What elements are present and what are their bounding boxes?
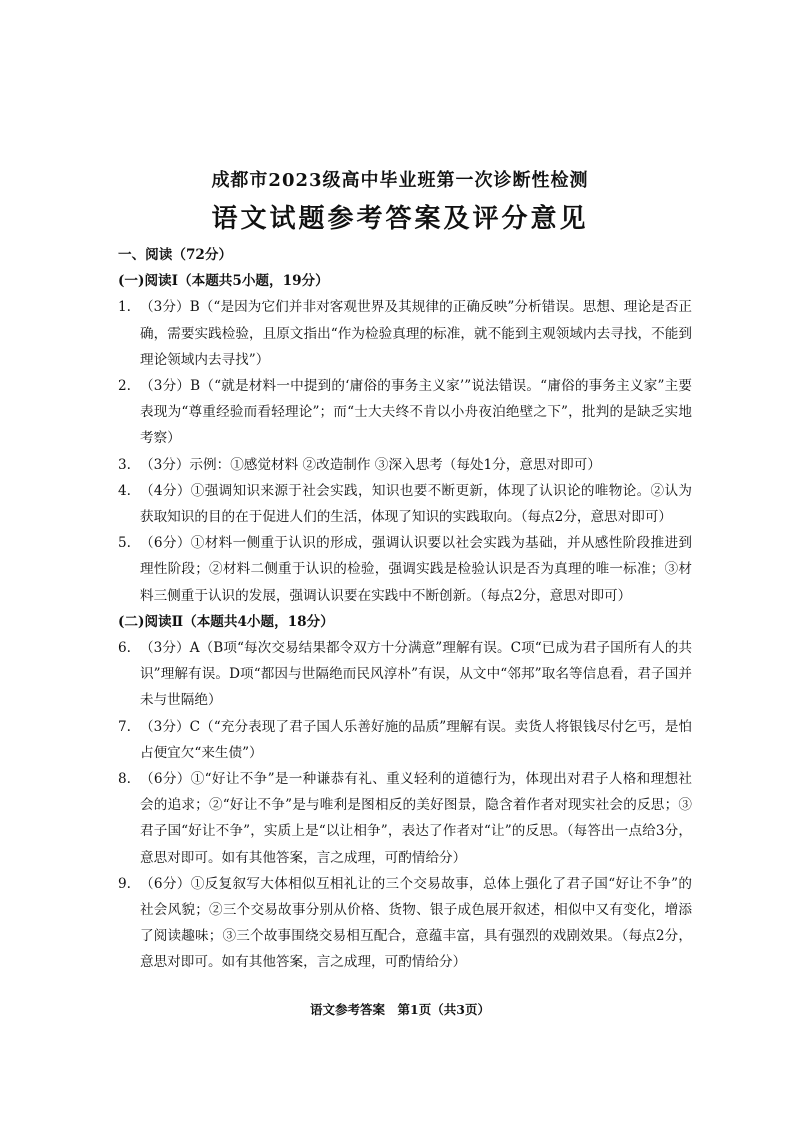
answer-number: 8. [118, 771, 131, 788]
answer-text: （3分）B（“就是材料一中提到的‘庸俗的事务主义家’”说法错误。“庸俗的事务主义家”主要表现为“尊重经验而看轻理论”；而“士大夫终不肯以小舟夜泊绝壁之下”，批判的是缺乏实地考察） [140, 378, 692, 447]
section-heading-reading-1: (一)阅读Ⅰ（本题共5小题，19分） [118, 273, 329, 290]
document-title: 语文试题参考答案及评分意见 [211, 204, 589, 234]
answer-text: （3分）A（B项“每次交易结果都令双方十分满意”理解有误。C项“已成为君子国所有人的共识”理解有误。D项“都因与世隔绝而民风淳朴”有误，从文中“邻邦”取名等信息看，君子国并未与世隔绝） [140, 640, 692, 709]
answer-number: 6. [118, 640, 131, 657]
answer-number: 7. [118, 718, 131, 735]
part-heading: 一、阅读（72分） [118, 247, 233, 263]
answer-item-9 [118, 871, 692, 976]
answer-body [118, 242, 692, 976]
exam-title: 成都市2023级高中毕业班第一次诊断性检测 [211, 170, 589, 191]
answer-item-2 [118, 373, 692, 452]
answer-number: 9. [118, 875, 131, 892]
answer-item-7 [118, 714, 692, 766]
answer-text: （3分）B（“是因为它们并非对客观世界及其规律的正确反映”分析错误。思想、理论是否正确，需要实践检验，且原文指出“作为检验真理的标准，就不能到主观领域内去寻找，不能到理论领域内去寻找”） [140, 299, 692, 368]
answer-number: 3. [118, 456, 131, 473]
answer-text: （4分）①强调知识来源于社会实践，知识也要不断更新，体现了认识论的唯物论。②认为获取知识的目的在于促进人们的生活，体现了知识的实践取向。（每点2分，意思对即可） [140, 482, 692, 526]
answer-number: 5. [118, 535, 131, 552]
answer-text: （6分）①材料一侧重于认识的形成，强调认识要以社会实践为基础，并从感性阶段推进到理性阶段；②材料二侧重于认识的检验，强调实践是检验认识是否为真理的唯一标准；③材料三侧重于认识的发展，强调认识要在实践中不断创新。（每点2分，意思对即可） [140, 535, 692, 604]
page-footer: 语文参考答案 第1页（共3页） [310, 1002, 490, 1017]
answer-item-8 [118, 766, 692, 871]
answer-item-1 [118, 294, 692, 373]
section-heading-reading-2: (二)阅读Ⅱ（本题共4小题，18分） [118, 613, 334, 630]
answer-text: （3分）C（“充分表现了君子国人乐善好施的品质”理解有误。卖货人将银钱尽付乞丐，是怕占便宜欠“来生债”） [140, 718, 692, 761]
answer-item-3 [118, 452, 692, 478]
answer-number: 4. [118, 482, 131, 499]
answer-text: （6分）①“好让不争”是一种谦恭有礼、重义轻利的道德行为，体现出对君子人格和理想社会的追求；②“好让不争”是与唯利是图相反的美好图景，隐含着作者对现实社会的反思；③君子国“好让不争”，实质上是“以让相争”，表达了作者对“让”的反思。（每答出一点给3分，意思对即可。如有其他答案，言之成理，可酌情给分） [140, 771, 692, 866]
answer-number: 2. [118, 378, 131, 395]
answer-item-5 [118, 530, 692, 609]
answer-number: 1. [118, 299, 131, 316]
answer-item-6 [118, 635, 692, 714]
answer-text: （6分）①反复叙写大体相似互相礼让的三个交易故事，总体上强化了君子国“好让不争”的社会风貌；②三个交易故事分别从价格、货物、银子成色展开叙述，相似中又有变化，增添了阅读趣味；③三个故事围绕交易相互配合，意蕴丰富，具有强烈的戏剧效果。（每点2分，意思对即可。如有其他答案，言之成理，可酌情给分） [140, 875, 692, 971]
answer-text: （3分）示例：①感觉材料 ②改造制作 ③深入思考（每处1分，意思对即可） [140, 456, 601, 473]
answer-item-4 [118, 478, 692, 530]
